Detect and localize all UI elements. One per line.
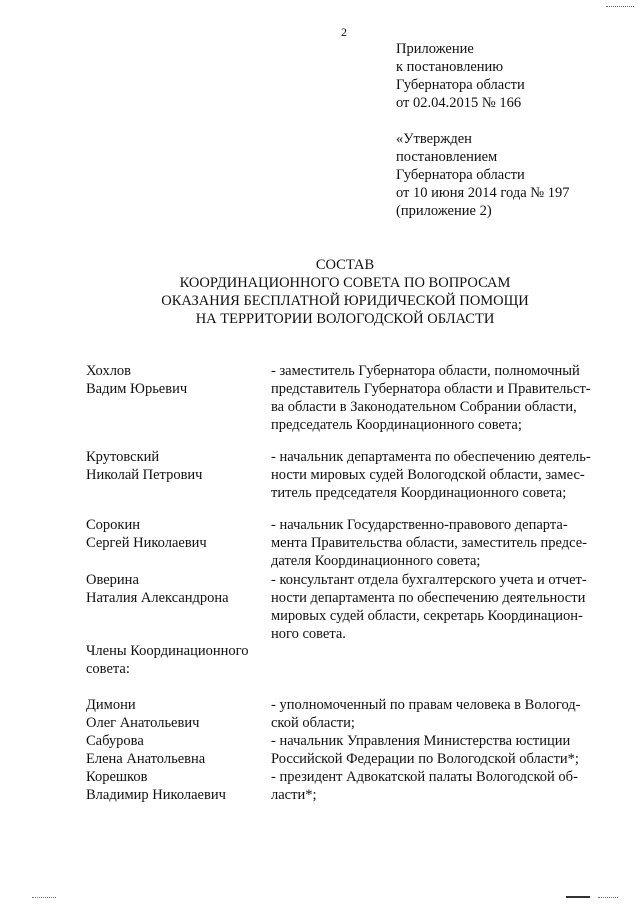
document-title [100, 256, 590, 328]
role-line: ности департамента по обеспечению деятельности [271, 590, 586, 606]
title-line: НА ТЕРРИТОРИИ ВОЛОГОДСКОЙ ОБЛАСТИ [195, 311, 495, 327]
appendix-block [396, 40, 626, 112]
approval-line: от 10 июня 2014 года № 197 [396, 185, 570, 201]
member-given-names: Николай Петрович [86, 467, 203, 483]
member-given-names: Елена Анатольевна [86, 751, 206, 767]
approval-line: (приложение 2) [396, 203, 492, 219]
appendix-line: Губернатора области [396, 77, 525, 93]
role-line: ласти*; [271, 787, 317, 803]
role-line: ности мировых судей Вологодской области, замес- [271, 467, 585, 483]
appendix-line: Приложение [396, 41, 474, 57]
role-line: - заместитель Губернатора области, полномочный [271, 363, 580, 379]
member-surname: Корешков [86, 769, 148, 785]
member-role [271, 448, 611, 502]
member-name [86, 768, 266, 804]
member-role [271, 732, 611, 768]
members-section-heading [86, 642, 266, 678]
member-role [271, 362, 611, 434]
approval-line: Губернатора области [396, 167, 525, 183]
member-given-names: Олег Анатольевич [86, 715, 200, 731]
role-line: представитель Губернатора области и Правительст- [271, 381, 591, 397]
role-line: ного совета. [271, 626, 346, 642]
appendix-line: от 02.04.2015 № 166 [396, 95, 522, 111]
member-role [271, 516, 611, 570]
role-line: - начальник департамента по обеспечению деятель- [271, 449, 591, 465]
role-line: мировых судей области, секретарь Координацион- [271, 608, 583, 624]
scan-mark [606, 0, 634, 7]
scan-mark [566, 896, 590, 901]
member-name [86, 732, 266, 768]
role-line: Российской Федерации по Вологодской области*; [271, 751, 579, 767]
member-surname: Димони [86, 697, 136, 713]
approval-line: «Утвержден [396, 131, 472, 147]
member-role [271, 768, 611, 804]
member-surname: Оверина [86, 572, 139, 588]
role-line: дателя Координационного совета; [271, 553, 481, 569]
scan-mark [598, 897, 618, 901]
role-line: ва области в Законодательном Собрании области, [271, 399, 577, 415]
scan-mark [32, 897, 56, 901]
role-line: - начальник Государственно-правового департа- [271, 517, 568, 533]
member-role [271, 571, 611, 643]
member-given-names: Владимир Николаевич [86, 787, 226, 803]
member-given-names: Наталия Александрона [86, 590, 229, 606]
member-name [86, 571, 266, 607]
title-line: ОКАЗАНИЯ БЕСПЛАТНОЙ ЮРИДИЧЕСКОЙ ПОМОЩИ [161, 293, 529, 309]
member-surname: Хохлов [86, 363, 132, 379]
role-line: - консультант отдела бухгалтерского учета и отчет- [271, 572, 587, 588]
page-number: 2 [341, 25, 347, 39]
title-line: СОСТАВ [315, 257, 375, 273]
role-line: председатель Координационного совета; [271, 417, 522, 433]
member-name [86, 696, 266, 732]
member-surname: Крутовский [86, 449, 160, 465]
role-line: ской области; [271, 715, 355, 731]
member-name [86, 516, 266, 552]
role-line: - уполномоченный по правам человека в Вологод- [271, 697, 581, 713]
approval-line: постановлением [396, 149, 498, 165]
role-line: титель председателя Координационного совета; [271, 485, 567, 501]
section-heading-line: совета: [86, 661, 130, 677]
member-name [86, 362, 266, 398]
member-role [271, 696, 611, 732]
member-surname: Сабурова [86, 733, 144, 749]
section-heading-line: Члены Координационного [86, 643, 249, 659]
role-line: мента Правительства области, заместитель предсе- [271, 535, 587, 551]
title-line: КООРДИНАЦИОННОГО СОВЕТА ПО ВОПРОСАМ [179, 275, 511, 291]
role-line: - президент Адвокатской палаты Вологодской об- [271, 769, 578, 785]
member-surname: Сорокин [86, 517, 140, 533]
appendix-line: к постановлению [396, 59, 504, 75]
member-given-names: Вадим Юрьевич [86, 381, 188, 397]
member-given-names: Сергей Николаевич [86, 535, 207, 551]
approval-block [396, 130, 626, 220]
member-name [86, 448, 266, 484]
role-line: - начальник Управления Министерства юстиции [271, 733, 571, 749]
